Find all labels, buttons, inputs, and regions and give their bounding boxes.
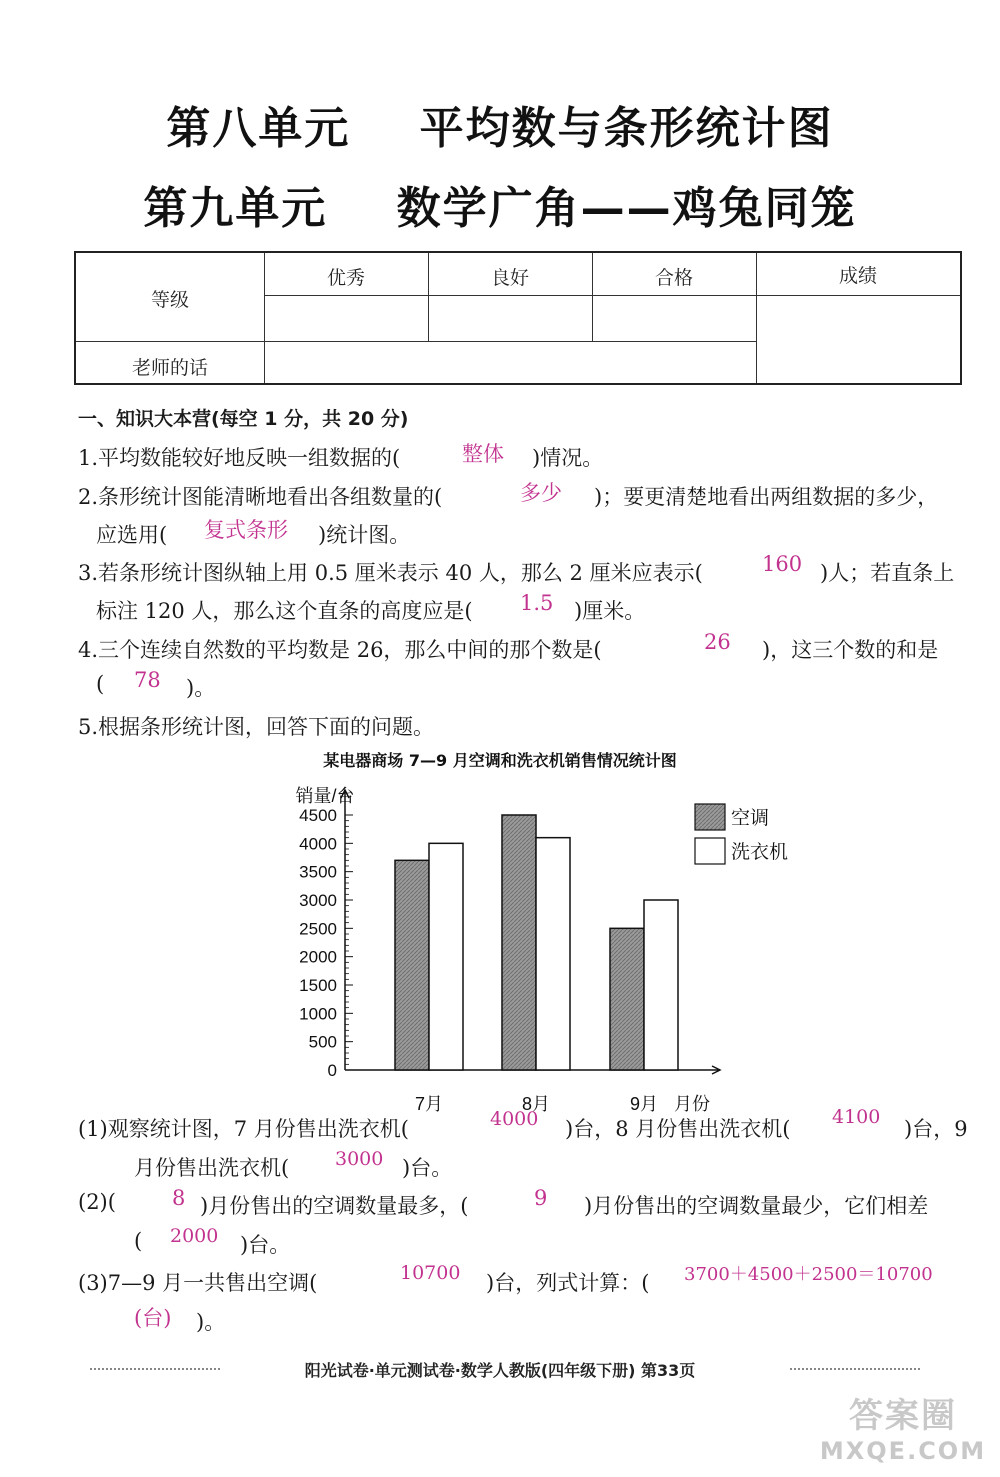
sub2-answer1: 8 (172, 1186, 186, 1210)
sub3-answer3: (台) (134, 1306, 172, 1330)
level-pass: 合格 (654, 267, 693, 289)
y-tick-label: 1500 (299, 976, 337, 995)
sub1-text-d: 月份售出洗衣机( (134, 1156, 290, 1180)
q2-answer2: 复式条形 (204, 518, 288, 542)
sub2-text-a: (2)( (78, 1190, 116, 1214)
y-tick-label: 4500 (299, 806, 337, 825)
q1-text-a: 1.平均数能较好地反映一组数据的( (78, 446, 401, 470)
unit9-title: 第九单元 数学广角——鸡兔同笼 (143, 183, 857, 234)
sub1-text-b: )台，8 月份售出洗衣机( (565, 1117, 791, 1141)
y-tick-label: 2500 (299, 919, 337, 939)
y-tick-label: 4000 (299, 834, 337, 854)
sub2-text-d: ( (134, 1229, 143, 1253)
q3-text-a: 3.若条形统计图纵轴上用 0.5 厘米表示 40 人，那么 2 厘米应表示( (78, 561, 703, 585)
q5-text: 5.根据条形统计图，回答下面的问题。 (78, 715, 435, 739)
x-tick-label: 7月 (414, 1094, 444, 1114)
watermark-logo (818, 1388, 988, 1465)
x-tick-label: 9月 (629, 1094, 659, 1114)
q2-text-c: 应选用( (96, 523, 168, 547)
footer-dots-right (790, 1368, 920, 1370)
bar-washer-8月 (536, 838, 570, 1070)
section1-heading: 一、知识大本营(每空 1 分，共 20 分) (78, 408, 409, 430)
legend-swatch-1 (695, 838, 725, 864)
sub1-answer2: 4100 (832, 1106, 881, 1128)
q1-text-b: )情况。 (532, 446, 604, 470)
score-label: 成绩 (838, 265, 877, 287)
q4-text-a: 4.三个连续自然数的平均数是 26，那么中间的那个数是( (78, 638, 602, 662)
level-good: 良好 (490, 267, 529, 289)
y-tick-label: 3000 (299, 891, 337, 910)
q1-answer: 整体 (462, 442, 504, 466)
sub1-answer3: 3000 (335, 1148, 384, 1170)
y-tick-label: 1000 (299, 1004, 337, 1024)
q2-text-d: )统计图。 (318, 523, 411, 547)
bar-aircon-8月 (502, 815, 536, 1070)
q3-answer1: 160 (762, 552, 803, 576)
sub2-text-c: )月份售出的空调数量最少，它们相差 (584, 1194, 929, 1218)
sub2-text-e: )台。 (240, 1233, 291, 1257)
page-footer: 阳光试卷·单元测试卷·数学人教版(四年级下册) 第33页 (304, 1361, 696, 1380)
q3-text-d: )厘米。 (574, 599, 646, 623)
sub3-answer2: 3700＋4500＋2500＝10700 (684, 1264, 933, 1285)
y-tick-label: 0 (327, 1061, 337, 1080)
chart-title: 某电器商场 7—9 月空调和洗衣机销售情况统计图 (323, 751, 677, 770)
sub1-text-e: )台。 (402, 1156, 453, 1180)
q3-answer2: 1.5 (520, 591, 554, 615)
x-axis-label: 月份 (674, 1094, 710, 1114)
bar-aircon-9月 (610, 928, 644, 1070)
bar-aircon-7月 (395, 860, 429, 1070)
sub1-text-c: )台，9 (904, 1117, 968, 1141)
legend-swatch-0 (695, 804, 725, 830)
q4-text-d: )。 (186, 676, 216, 700)
y-tick-label: 3500 (299, 862, 337, 882)
sub2-answer3: 2000 (170, 1225, 219, 1247)
q4-answer1: 26 (704, 630, 731, 654)
sub2-text-b: )月份售出的空调数量最多，( (200, 1194, 469, 1218)
sub3-answer1: 10700 (400, 1262, 461, 1284)
bar-washer-9月 (644, 900, 678, 1070)
q4-text-c: ( (96, 672, 105, 696)
grade-table (74, 251, 962, 385)
sub1-text-a: (1)观察统计图，7 月份售出洗衣机( (78, 1117, 409, 1141)
legend-label-1: 洗衣机 (731, 842, 789, 863)
y-tick-label: 500 (308, 1032, 337, 1052)
watermark-line2: MXQE.COM (819, 1437, 987, 1465)
sub3-text-a: (3)7—9 月一共售出空调( (78, 1271, 318, 1295)
legend-label-0: 空调 (731, 808, 770, 829)
sub2-answer2: 9 (534, 1186, 548, 1210)
sub3-text-b: )台，列式计算：( (486, 1271, 650, 1295)
level-excellent: 优秀 (326, 267, 365, 289)
q2-answer1: 多少 (520, 481, 562, 505)
unit8-title: 第八单元 平均数与条形统计图 (166, 103, 834, 154)
q2-text-a: 2.条形统计图能清晰地看出各组数量的( (78, 485, 443, 509)
q3-text-c: 标注 120 人，那么这个直条的高度应是( (96, 599, 473, 623)
y-tick-label: 2000 (299, 947, 337, 967)
bar-washer-7月 (429, 843, 463, 1070)
q4-answer2: 78 (134, 668, 161, 692)
q2-text-b: )；要更清楚地看出两组数据的多少， (594, 485, 939, 509)
teacher-comment-label: 老师的话 (131, 357, 208, 379)
x-tick-label: 8月 (521, 1094, 551, 1114)
grade-label: 等级 (150, 289, 189, 311)
y-axis-label: 销量/台 (295, 786, 355, 806)
q4-text-b: )，这三个数的和是 (762, 638, 939, 662)
sub1-answer1: 4000 (490, 1108, 539, 1130)
sub3-text-c: )。 (196, 1310, 226, 1334)
watermark-line1: 答案圈 (849, 1396, 957, 1436)
q3-text-b: )人；若直条上 (820, 561, 955, 585)
